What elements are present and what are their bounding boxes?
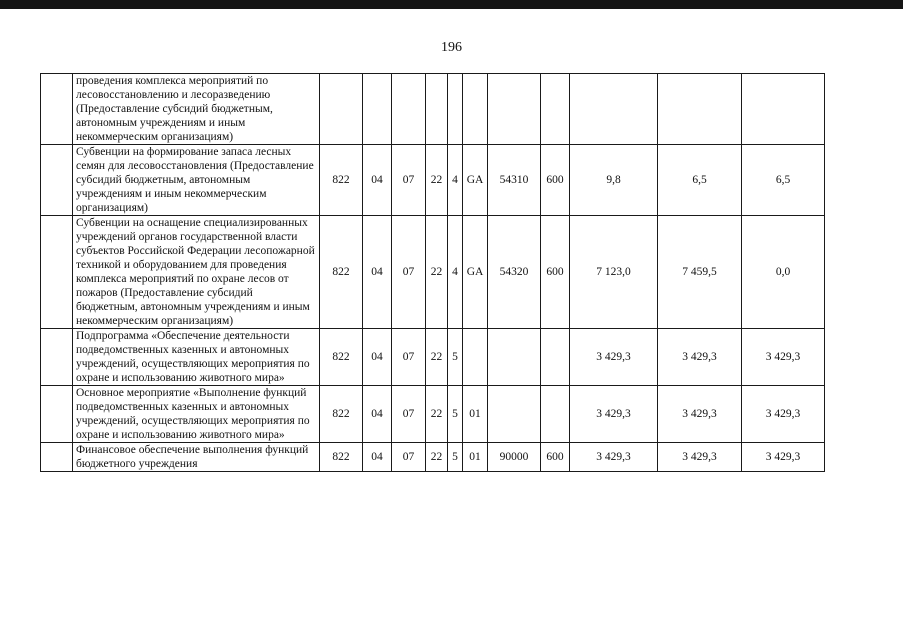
sum-year2-cell: 7 459,5 xyxy=(658,216,742,329)
pr-cell: 07 xyxy=(392,443,426,472)
row-index-cell xyxy=(41,145,73,216)
rz-cell: 04 xyxy=(363,216,392,329)
cs-program-cell xyxy=(426,74,448,145)
cs-direction-cell xyxy=(488,329,541,386)
sum-year3-cell: 6,5 xyxy=(742,145,825,216)
row-index-cell xyxy=(41,329,73,386)
ved-cell: 822 xyxy=(320,386,363,443)
sum-year1-cell: 3 429,3 xyxy=(570,443,658,472)
cs-program-cell: 22 xyxy=(426,329,448,386)
row-index-cell xyxy=(41,443,73,472)
pr-cell: 07 xyxy=(392,216,426,329)
table-row xyxy=(41,216,825,329)
cs-direction-cell: 54320 xyxy=(488,216,541,329)
cs-program-cell: 22 xyxy=(426,145,448,216)
table-row xyxy=(41,145,825,216)
pr-cell: 07 xyxy=(392,386,426,443)
vr-cell: 600 xyxy=(541,145,570,216)
cs-direction-cell xyxy=(488,386,541,443)
sum-year3-cell: 3 429,3 xyxy=(742,386,825,443)
page-number: 196 xyxy=(441,40,462,55)
top-border-bar xyxy=(0,0,903,9)
sum-year3-cell: 3 429,3 xyxy=(742,443,825,472)
sum-year1-cell: 3 429,3 xyxy=(570,386,658,443)
cs-program-cell: 22 xyxy=(426,216,448,329)
cs-main-activity-cell xyxy=(463,74,488,145)
cs-direction-cell: 54310 xyxy=(488,145,541,216)
sum-year2-cell: 3 429,3 xyxy=(658,329,742,386)
vr-cell: 600 xyxy=(541,216,570,329)
rz-cell: 04 xyxy=(363,443,392,472)
sum-year3-cell: 0,0 xyxy=(742,216,825,329)
sum-year3-cell xyxy=(742,74,825,145)
sum-year3-cell: 3 429,3 xyxy=(742,329,825,386)
cs-subprogram-cell: 4 xyxy=(448,216,463,329)
sum-year1-cell: 3 429,3 xyxy=(570,329,658,386)
pr-cell: 07 xyxy=(392,329,426,386)
table-row xyxy=(41,443,825,472)
row-index-cell xyxy=(41,74,73,145)
cs-subprogram-cell xyxy=(448,74,463,145)
sum-year1-cell xyxy=(570,74,658,145)
row-name-cell: Подпрограмма «Обеспечение деятельности подведомственных казенных и автономных учреждений, осуществляющих мероприятия по охране и использованию животного мира» xyxy=(73,329,320,386)
cs-program-cell: 22 xyxy=(426,386,448,443)
cs-main-activity-cell: 01 xyxy=(463,386,488,443)
rz-cell xyxy=(363,74,392,145)
rz-cell: 04 xyxy=(363,329,392,386)
vr-cell xyxy=(541,329,570,386)
row-index-cell xyxy=(41,216,73,329)
ved-cell: 822 xyxy=(320,216,363,329)
vr-cell xyxy=(541,74,570,145)
cs-subprogram-cell: 5 xyxy=(448,443,463,472)
cs-main-activity-cell: GA xyxy=(463,216,488,329)
sum-year2-cell xyxy=(658,74,742,145)
cs-subprogram-cell: 5 xyxy=(448,329,463,386)
cs-main-activity-cell xyxy=(463,329,488,386)
cs-direction-cell: 90000 xyxy=(488,443,541,472)
row-name-cell: Финансовое обеспечение выполнения функций бюджетного учреждения xyxy=(73,443,320,472)
cs-subprogram-cell: 5 xyxy=(448,386,463,443)
table-row xyxy=(41,386,825,443)
row-index-cell xyxy=(41,386,73,443)
ved-cell xyxy=(320,74,363,145)
row-name-cell: Субвенции на оснащение специализированных учреждений органов государственной власти субъектов Российской Федерации лесопожарной техникой и оборудованием для проведения комплекса мероприятий по охране лесов от пожаров (Предоставление субсидий бюджетным, автономным учреждениям и иным некоммерческим организациям) xyxy=(73,216,320,329)
sum-year2-cell: 3 429,3 xyxy=(658,386,742,443)
sum-year2-cell: 6,5 xyxy=(658,145,742,216)
table-row xyxy=(41,74,825,145)
row-name-cell: проведения комплекса мероприятий по лесовосстановлению и лесоразведению (Предоставление субсидий бюджетным, автономным учреждениям и иным некоммерческим организациям) xyxy=(73,74,320,145)
pr-cell: 07 xyxy=(392,145,426,216)
ved-cell: 822 xyxy=(320,443,363,472)
cs-direction-cell xyxy=(488,74,541,145)
row-name-cell: Основное мероприятие «Выполнение функций подведомственных казенных и автономных учреждений, осуществляющих мероприятия по охране и использованию животного мира» xyxy=(73,386,320,443)
ved-cell: 822 xyxy=(320,329,363,386)
cs-main-activity-cell: 01 xyxy=(463,443,488,472)
table-row xyxy=(41,329,825,386)
pr-cell xyxy=(392,74,426,145)
cs-main-activity-cell: GA xyxy=(463,145,488,216)
budget-table xyxy=(40,73,825,472)
vr-cell xyxy=(541,386,570,443)
sum-year2-cell: 3 429,3 xyxy=(658,443,742,472)
sum-year1-cell: 7 123,0 xyxy=(570,216,658,329)
row-name-cell: Субвенции на формирование запаса лесных семян для лесовосстановления (Предоставление субсидий бюджетным, автономным учреждениям и иным некоммерческим организациям) xyxy=(73,145,320,216)
ved-cell: 822 xyxy=(320,145,363,216)
vr-cell: 600 xyxy=(541,443,570,472)
rz-cell: 04 xyxy=(363,386,392,443)
cs-subprogram-cell: 4 xyxy=(448,145,463,216)
sum-year1-cell: 9,8 xyxy=(570,145,658,216)
rz-cell: 04 xyxy=(363,145,392,216)
cs-program-cell: 22 xyxy=(426,443,448,472)
